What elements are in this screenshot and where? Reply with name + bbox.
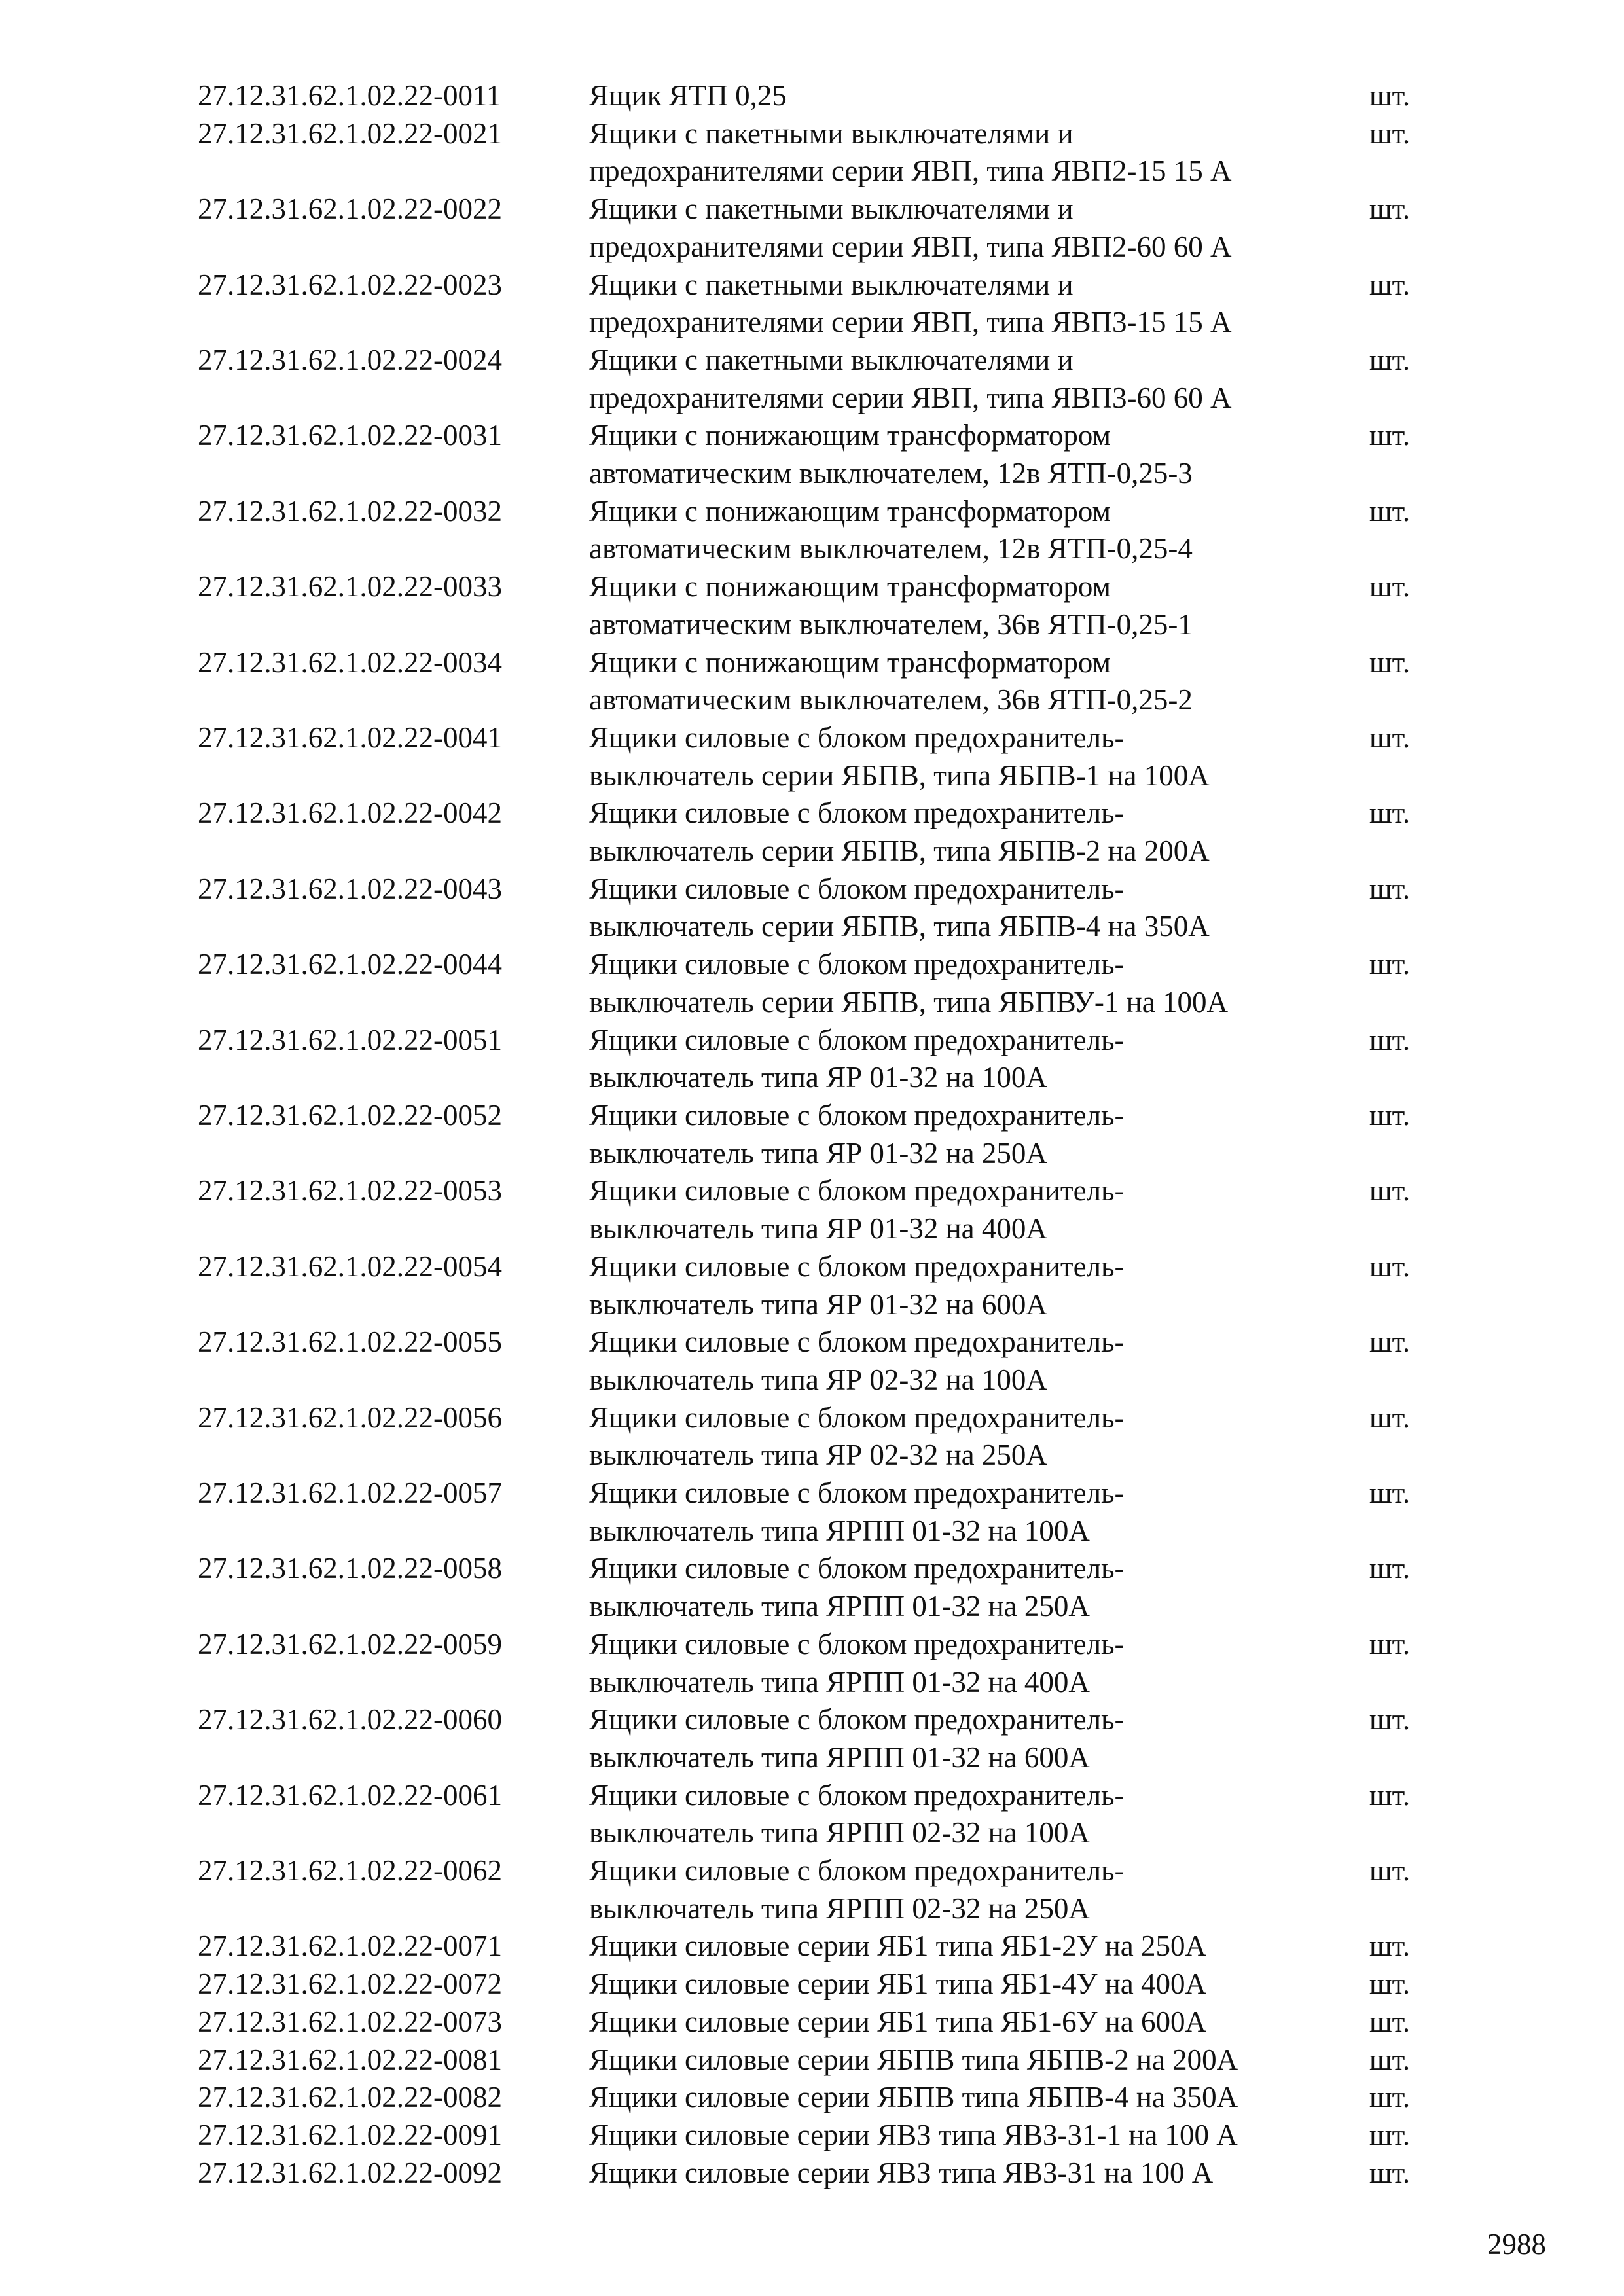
item-code: 27.12.31.62.1.02.22-0033: [198, 570, 502, 603]
item-name-line: Ящики силовые с блоком предохранитель-: [589, 1023, 1125, 1056]
item-unit: шт.: [1369, 1552, 1411, 1585]
catalog-row: [198, 77, 1441, 115]
item-unit: шт.: [1369, 2005, 1411, 2038]
item-name-line: Ящики силовые серии ЯВЗ типа ЯВЗ-31-1 на 100 А: [589, 2118, 1238, 2151]
item-code: 27.12.31.62.1.02.22-0021: [198, 117, 502, 150]
item-code: 27.12.31.62.1.02.22-0034: [198, 645, 502, 679]
item-name: [589, 1550, 1369, 1625]
catalog-row: [198, 1399, 1441, 1475]
item-code: 27.12.31.62.1.02.22-0058: [198, 1552, 502, 1585]
item-unit: шт.: [1369, 1477, 1411, 1510]
item-code: 27.12.31.62.1.02.22-0082: [198, 2081, 502, 2114]
item-name: [589, 795, 1369, 870]
item-name-line: выключатель типа ЯРПП 01-32 на 400А: [589, 1665, 1090, 1698]
item-unit: шт.: [1369, 79, 1411, 112]
item-name: [589, 1852, 1369, 1928]
item-code: 27.12.31.62.1.02.22-0053: [198, 1174, 502, 1208]
item-name: [589, 2117, 1369, 2155]
catalog-row: [198, 1323, 1441, 1399]
item-unit: шт.: [1369, 1929, 1411, 1963]
item-name: [589, 2079, 1369, 2117]
item-unit: шт.: [1369, 419, 1411, 452]
item-code: 27.12.31.62.1.02.22-0056: [198, 1401, 502, 1434]
item-name-line: предохранителями серии ЯВП, типа ЯВП2-60 60 А: [589, 230, 1232, 263]
item-code: 27.12.31.62.1.02.22-0081: [198, 2043, 502, 2076]
catalog-row: [198, 1550, 1441, 1625]
item-name-line: выключатель типа ЯРПП 02-32 на 250А: [589, 1892, 1090, 1925]
item-code: 27.12.31.62.1.02.22-0042: [198, 797, 502, 830]
item-code: 27.12.31.62.1.02.22-0062: [198, 1854, 502, 1888]
catalog-row: [198, 1777, 1441, 1852]
item-name-line: Ящики с пакетными выключателями и: [589, 268, 1074, 301]
catalog-row: [198, 870, 1441, 946]
catalog-row: [198, 1248, 1441, 1323]
item-code: 27.12.31.62.1.02.22-0051: [198, 1023, 502, 1056]
item-name: [589, 870, 1369, 946]
item-name-line: выключатель типа ЯР 02-32 на 250А: [589, 1439, 1047, 1472]
catalog-row: [198, 644, 1441, 719]
page-number: 2988: [1487, 2228, 1546, 2261]
item-code: 27.12.31.62.1.02.22-0044: [198, 948, 502, 981]
catalog-row: [198, 2117, 1441, 2155]
item-code: 27.12.31.62.1.02.22-0024: [198, 343, 502, 376]
item-name-line: автоматическим выключателем, 36в ЯТП-0,25-1: [589, 607, 1193, 641]
item-name: [589, 1022, 1369, 1097]
item-name-line: Ящики силовые с блоком предохранитель-: [589, 1778, 1125, 1812]
item-code: 27.12.31.62.1.02.22-0057: [198, 1477, 502, 1510]
item-code: 27.12.31.62.1.02.22-0092: [198, 2156, 502, 2189]
item-name: [589, 1399, 1369, 1475]
catalog-row: [198, 190, 1441, 266]
item-name-line: Ящики с пакетными выключателями и: [589, 192, 1074, 226]
catalog-row: [198, 2041, 1441, 2079]
item-name-line: выключатель серии ЯБПВ, типа ЯБПВ-2 на 200А: [589, 834, 1210, 868]
item-unit: шт.: [1369, 1098, 1411, 1132]
item-code: 27.12.31.62.1.02.22-0059: [198, 1627, 502, 1660]
item-name-line: Ящики силовые серии ЯБ1 типа ЯБ1-6У на 600А: [589, 2005, 1206, 2038]
item-name: [589, 1475, 1369, 1550]
catalog-row: [198, 2155, 1441, 2193]
item-name-line: Ящики силовые с блоком предохранитель-: [589, 1174, 1125, 1208]
item-name-line: выключатель серии ЯБПВ, типа ЯБПВ-1 на 100А: [589, 759, 1210, 792]
catalog-row: [198, 2079, 1441, 2117]
item-unit: шт.: [1369, 1854, 1411, 1888]
item-name: [589, 946, 1369, 1021]
item-name-line: автоматическим выключателем, 12в ЯТП-0,25-3: [589, 457, 1193, 490]
item-code: 27.12.31.62.1.02.22-0011: [198, 79, 501, 112]
catalog-row: [198, 946, 1441, 1021]
item-name-line: выключатель типа ЯР 01-32 на 400А: [589, 1212, 1047, 1246]
item-name: [589, 266, 1369, 342]
item-name-line: Ящики с понижающим трансформатором: [589, 419, 1111, 452]
catalog-row: [198, 1852, 1441, 1928]
item-name-line: Ящики с понижающим трансформатором: [589, 570, 1111, 603]
item-name-line: Ящики силовые серии ЯБ1 типа ЯБ1-2У на 250А: [589, 1929, 1206, 1963]
item-name-line: Ящики силовые серии ЯБ1 типа ЯБ1-4У на 400А: [589, 1967, 1206, 2001]
item-name: [589, 568, 1369, 643]
item-name-line: выключатель типа ЯРПП 01-32 на 600А: [589, 1740, 1090, 1774]
catalog-row: [198, 1172, 1441, 1247]
item-name-line: Ящики силовые с блоком предохранитель-: [589, 797, 1125, 830]
catalog-row: [198, 1928, 1441, 1965]
item-name: [589, 417, 1369, 492]
item-name: [589, 77, 1369, 115]
catalog-row: [198, 1022, 1441, 1097]
item-name-line: Ящики силовые с блоком предохранитель-: [589, 1098, 1125, 1132]
item-code: 27.12.31.62.1.02.22-0032: [198, 494, 502, 528]
item-code: 27.12.31.62.1.02.22-0055: [198, 1325, 502, 1359]
item-name: [589, 493, 1369, 568]
item-name: [589, 1928, 1369, 1965]
item-name-line: выключатель типа ЯР 01-32 на 250А: [589, 1136, 1047, 1170]
catalog-row: [198, 417, 1441, 492]
item-name: [589, 2155, 1369, 2193]
catalog-row: [198, 1965, 1441, 2003]
catalog-list: [198, 77, 1441, 2192]
item-code: 27.12.31.62.1.02.22-0060: [198, 1703, 502, 1736]
item-name-line: предохранителями серии ЯВП, типа ЯВП3-60 60 А: [589, 381, 1232, 414]
item-name: [589, 2041, 1369, 2079]
catalog-row: [198, 266, 1441, 342]
item-name: [589, 115, 1369, 190]
item-name: [589, 1323, 1369, 1399]
item-name-line: выключатель серии ЯБПВ, типа ЯБПВУ-1 на 100А: [589, 985, 1228, 1018]
item-code: 27.12.31.62.1.02.22-0061: [198, 1778, 502, 1812]
item-name-line: выключатель типа ЯРПП 02-32 на 100А: [589, 1816, 1090, 1850]
item-name: [589, 644, 1369, 719]
item-name: [589, 1965, 1369, 2003]
item-code: 27.12.31.62.1.02.22-0091: [198, 2118, 502, 2151]
item-unit: шт.: [1369, 1778, 1411, 1812]
catalog-row: [198, 1701, 1441, 1776]
catalog-row: [198, 719, 1441, 795]
item-name-line: Ящики силовые серии ЯБПВ типа ЯБПВ-4 на 350А: [589, 2081, 1238, 2114]
item-name: [589, 1777, 1369, 1852]
item-name-line: выключатель типа ЯР 01-32 на 100А: [589, 1061, 1047, 1094]
item-unit: шт.: [1369, 1174, 1411, 1208]
item-unit: шт.: [1369, 2118, 1411, 2151]
item-code: 27.12.31.62.1.02.22-0054: [198, 1249, 502, 1283]
item-code: 27.12.31.62.1.02.22-0023: [198, 268, 502, 301]
item-name-line: выключатель типа ЯРПП 01-32 на 100А: [589, 1514, 1090, 1547]
item-name: [589, 1097, 1369, 1172]
item-unit: шт.: [1369, 343, 1411, 376]
item-name: [589, 719, 1369, 795]
item-unit: шт.: [1369, 872, 1411, 905]
item-name-line: Ящики силовые с блоком предохранитель-: [589, 1627, 1125, 1660]
item-name-line: Ящики силовые с блоком предохранитель-: [589, 872, 1125, 905]
item-name-line: Ящики силовые с блоком предохранитель-: [589, 1854, 1125, 1888]
item-name-line: Ящики с понижающим трансформатором: [589, 494, 1111, 528]
catalog-row: [198, 568, 1441, 643]
item-name: [589, 342, 1369, 417]
item-name-line: автоматическим выключателем, 12в ЯТП-0,25-4: [589, 532, 1193, 565]
item-unit: шт.: [1369, 1249, 1411, 1283]
item-unit: шт.: [1369, 2156, 1411, 2189]
item-name-line: Ящики силовые с блоком предохранитель-: [589, 948, 1125, 981]
item-unit: шт.: [1369, 117, 1411, 150]
item-name-line: предохранителями серии ЯВП, типа ЯВП3-15 15 А: [589, 306, 1232, 339]
item-code: 27.12.31.62.1.02.22-0031: [198, 419, 502, 452]
catalog-row: [198, 1626, 1441, 1701]
item-unit: шт.: [1369, 1325, 1411, 1359]
item-name: [589, 2003, 1369, 2041]
item-code: 27.12.31.62.1.02.22-0052: [198, 1098, 502, 1132]
item-code: 27.12.31.62.1.02.22-0073: [198, 2005, 502, 2038]
item-unit: шт.: [1369, 192, 1411, 226]
item-name: [589, 1248, 1369, 1323]
item-unit: шт.: [1369, 1627, 1411, 1660]
item-name-line: Ящики силовые с блоком предохранитель-: [589, 1477, 1125, 1510]
item-name-line: Ящики силовые с блоком предохранитель-: [589, 1401, 1125, 1434]
item-name-line: Ящики силовые с блоком предохранитель-: [589, 1325, 1125, 1359]
item-code: 27.12.31.62.1.02.22-0041: [198, 721, 502, 754]
item-unit: шт.: [1369, 1401, 1411, 1434]
item-name-line: выключатель серии ЯБПВ, типа ЯБПВ-4 на 350А: [589, 910, 1210, 943]
item-name-line: выключатель типа ЯР 01-32 на 600А: [589, 1287, 1047, 1321]
item-code: 27.12.31.62.1.02.22-0071: [198, 1929, 502, 1963]
catalog-row: [198, 795, 1441, 870]
item-code: 27.12.31.62.1.02.22-0043: [198, 872, 502, 905]
item-name-line: Ящики с пакетными выключателями и: [589, 343, 1074, 376]
item-unit: шт.: [1369, 2043, 1411, 2076]
item-unit: шт.: [1369, 797, 1411, 830]
item-name-line: Ящики с понижающим трансформатором: [589, 645, 1111, 679]
item-name-line: Ящики силовые с блоком предохранитель-: [589, 1703, 1125, 1736]
item-code: 27.12.31.62.1.02.22-0022: [198, 192, 502, 226]
item-unit: шт.: [1369, 645, 1411, 679]
catalog-row: [198, 2003, 1441, 2041]
item-name-line: Ящики силовые с блоком предохранитель-: [589, 1552, 1125, 1585]
item-unit: шт.: [1369, 1023, 1411, 1056]
item-name: [589, 1701, 1369, 1776]
catalog-row: [198, 1097, 1441, 1172]
item-name-line: выключатель типа ЯР 02-32 на 100А: [589, 1363, 1047, 1396]
item-code: 27.12.31.62.1.02.22-0072: [198, 1967, 502, 2001]
item-unit: шт.: [1369, 1703, 1411, 1736]
item-name: [589, 1626, 1369, 1701]
item-name-line: Ящики силовые с блоком предохранитель-: [589, 1249, 1125, 1283]
catalog-row: [198, 1475, 1441, 1550]
item-unit: шт.: [1369, 721, 1411, 754]
item-unit: шт.: [1369, 268, 1411, 301]
item-unit: шт.: [1369, 1967, 1411, 2001]
catalog-row: [198, 493, 1441, 568]
item-name-line: Ящики с пакетными выключателями и: [589, 117, 1074, 150]
catalog-row: [198, 115, 1441, 190]
item-unit: шт.: [1369, 2081, 1411, 2114]
item-name-line: Ящик ЯТП 0,25: [589, 79, 787, 112]
catalog-row: [198, 342, 1441, 417]
item-name-line: Ящики силовые с блоком предохранитель-: [589, 721, 1125, 754]
item-name: [589, 1172, 1369, 1247]
item-unit: шт.: [1369, 948, 1411, 981]
item-unit: шт.: [1369, 570, 1411, 603]
item-name-line: Ящики силовые серии ЯБПВ типа ЯБПВ-2 на 200А: [589, 2043, 1238, 2076]
item-name-line: Ящики силовые серии ЯВЗ типа ЯВЗ-31 на 100 А: [589, 2156, 1214, 2189]
item-unit: шт.: [1369, 494, 1411, 528]
item-name: [589, 190, 1369, 266]
item-name-line: предохранителями серии ЯВП, типа ЯВП2-15 15 А: [589, 154, 1232, 188]
item-name-line: автоматическим выключателем, 36в ЯТП-0,25-2: [589, 683, 1193, 717]
item-name-line: выключатель типа ЯРПП 01-32 на 250А: [589, 1590, 1090, 1623]
